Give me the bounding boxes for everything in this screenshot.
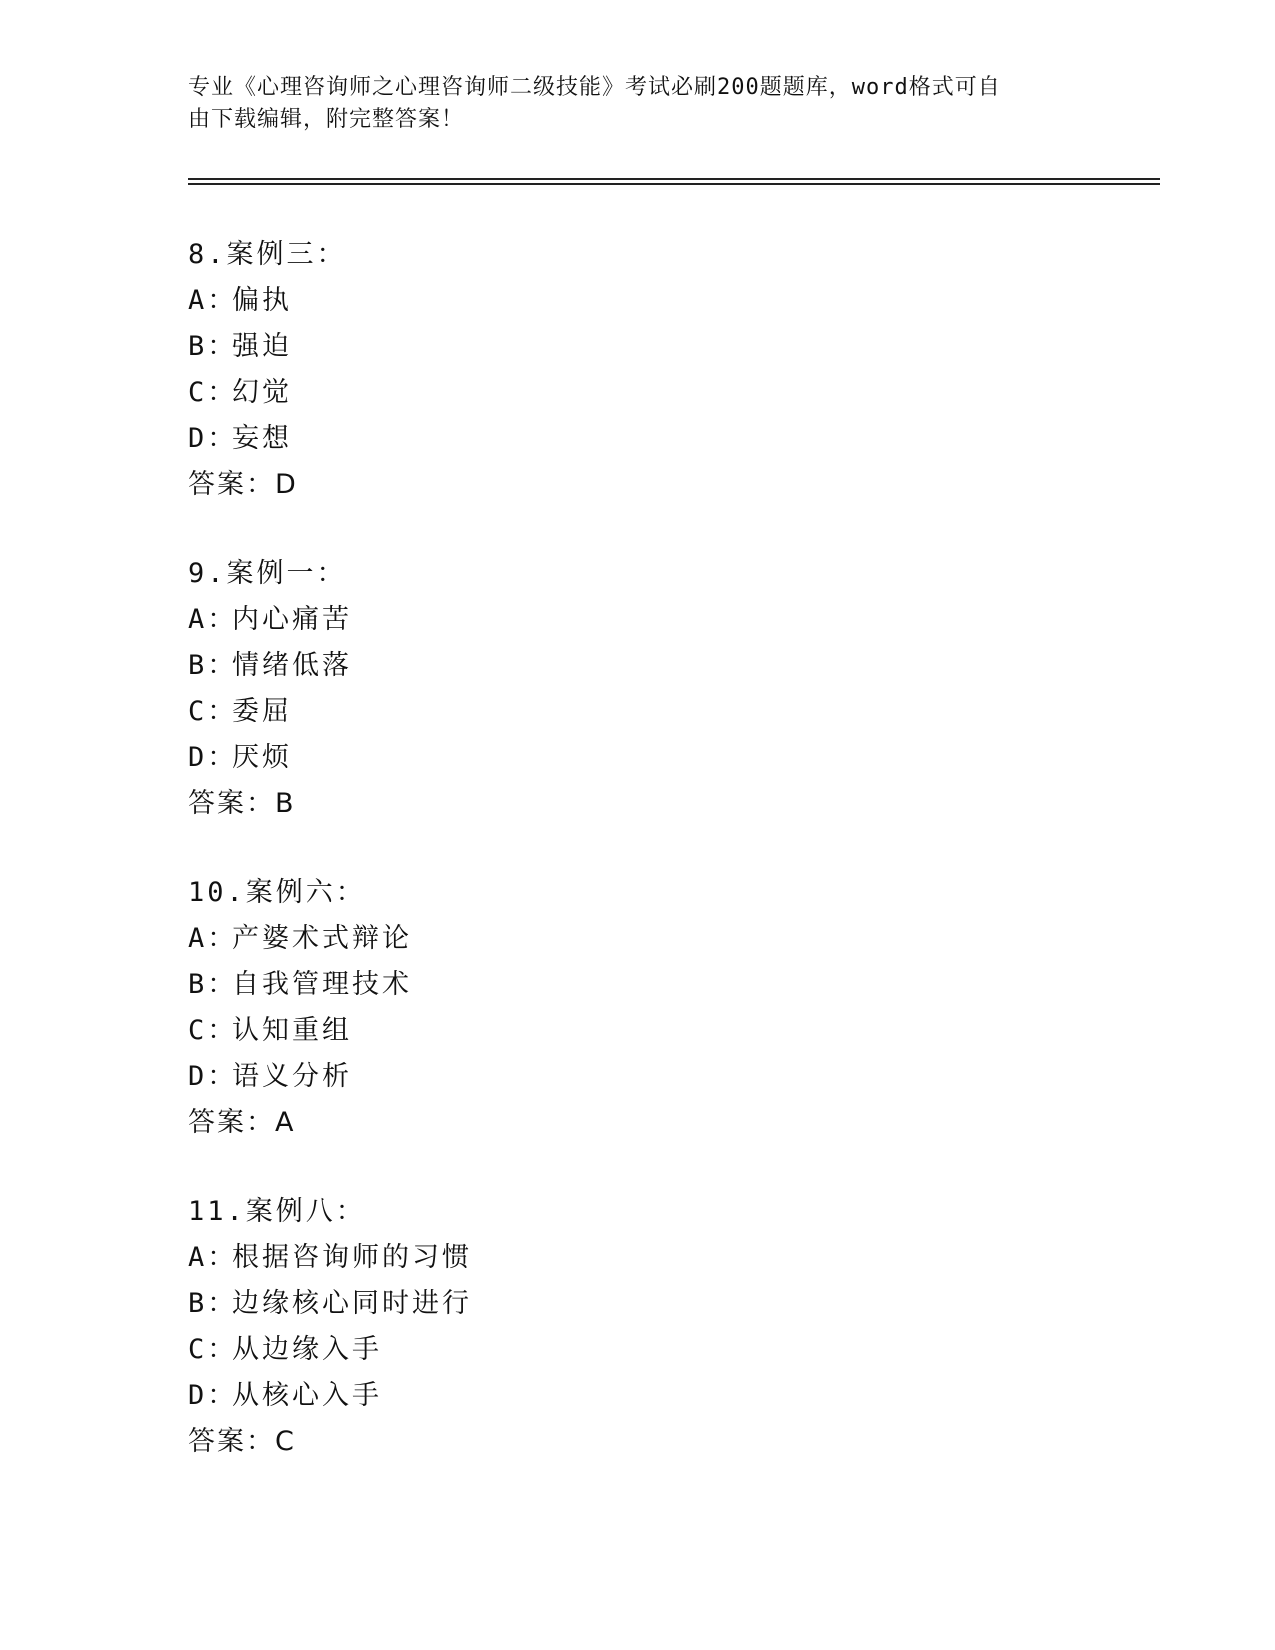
option-b	[188, 962, 412, 1008]
question-title: 11.案例八：	[188, 1196, 366, 1227]
option-key: D：	[188, 1061, 238, 1092]
option-key: A：	[188, 1242, 238, 1273]
option-text: 情绪低落	[232, 650, 352, 681]
option-a	[188, 278, 347, 324]
option-d	[188, 1373, 472, 1419]
option-b	[188, 324, 347, 370]
option-key: B：	[188, 650, 238, 681]
option-key: B：	[188, 1288, 238, 1319]
option-text: 从边缘入手	[232, 1334, 382, 1365]
option-key: B：	[188, 969, 238, 1000]
question-block	[188, 870, 412, 1146]
option-c	[188, 689, 352, 735]
option-text: 强迫	[232, 331, 292, 362]
question-block	[188, 232, 347, 508]
option-text: 认知重组	[232, 1015, 352, 1046]
option-text: 妄想	[232, 423, 292, 454]
option-a	[188, 916, 412, 962]
question-title: 8.案例三：	[188, 239, 347, 270]
option-key: A：	[188, 285, 238, 316]
option-text: 根据咨询师的习惯	[232, 1242, 472, 1273]
option-text: 偏执	[232, 285, 292, 316]
option-b	[188, 643, 352, 689]
header-line-1: 专业《心理咨询师之心理咨询师二级技能》考试必刷200题题库，word格式可自	[188, 75, 1001, 100]
option-key: D：	[188, 742, 238, 773]
option-text: 厌烦	[232, 742, 292, 773]
option-a	[188, 1235, 472, 1281]
header-divider-top	[188, 178, 1160, 180]
answer-line: 答案：C	[188, 1426, 296, 1457]
option-d	[188, 735, 352, 781]
question-block	[188, 1189, 472, 1465]
option-key: D：	[188, 423, 238, 454]
question-title: 10.案例六：	[188, 877, 366, 908]
option-key: C：	[188, 377, 238, 408]
option-c	[188, 370, 347, 416]
option-text: 从核心入手	[232, 1380, 382, 1411]
option-text: 边缘核心同时进行	[232, 1288, 472, 1319]
option-c	[188, 1008, 412, 1054]
option-text: 语义分析	[232, 1061, 352, 1092]
question-block	[188, 551, 352, 827]
option-text: 委屈	[232, 696, 292, 727]
option-text: 幻觉	[232, 377, 292, 408]
option-text: 内心痛苦	[232, 604, 352, 635]
option-text: 产婆术式辩论	[232, 923, 412, 954]
answer-line: 答案：D	[188, 469, 298, 500]
header-line-2: 由下载编辑，附完整答案！	[188, 107, 465, 132]
header-divider-bottom	[188, 183, 1160, 185]
option-a	[188, 597, 352, 643]
option-b	[188, 1281, 472, 1327]
option-key: C：	[188, 1334, 238, 1365]
option-key: C：	[188, 696, 238, 727]
answer-line: 答案：B	[188, 788, 296, 819]
option-key: A：	[188, 923, 238, 954]
option-key: C：	[188, 1015, 238, 1046]
option-key: D：	[188, 1380, 238, 1411]
option-key: B：	[188, 331, 238, 362]
question-title: 9.案例一：	[188, 558, 347, 589]
option-d	[188, 416, 347, 462]
option-d	[188, 1054, 412, 1100]
document-header	[188, 72, 1088, 136]
option-key: A：	[188, 604, 238, 635]
option-c	[188, 1327, 472, 1373]
option-text: 自我管理技术	[232, 969, 412, 1000]
answer-line: 答案：A	[188, 1107, 296, 1138]
